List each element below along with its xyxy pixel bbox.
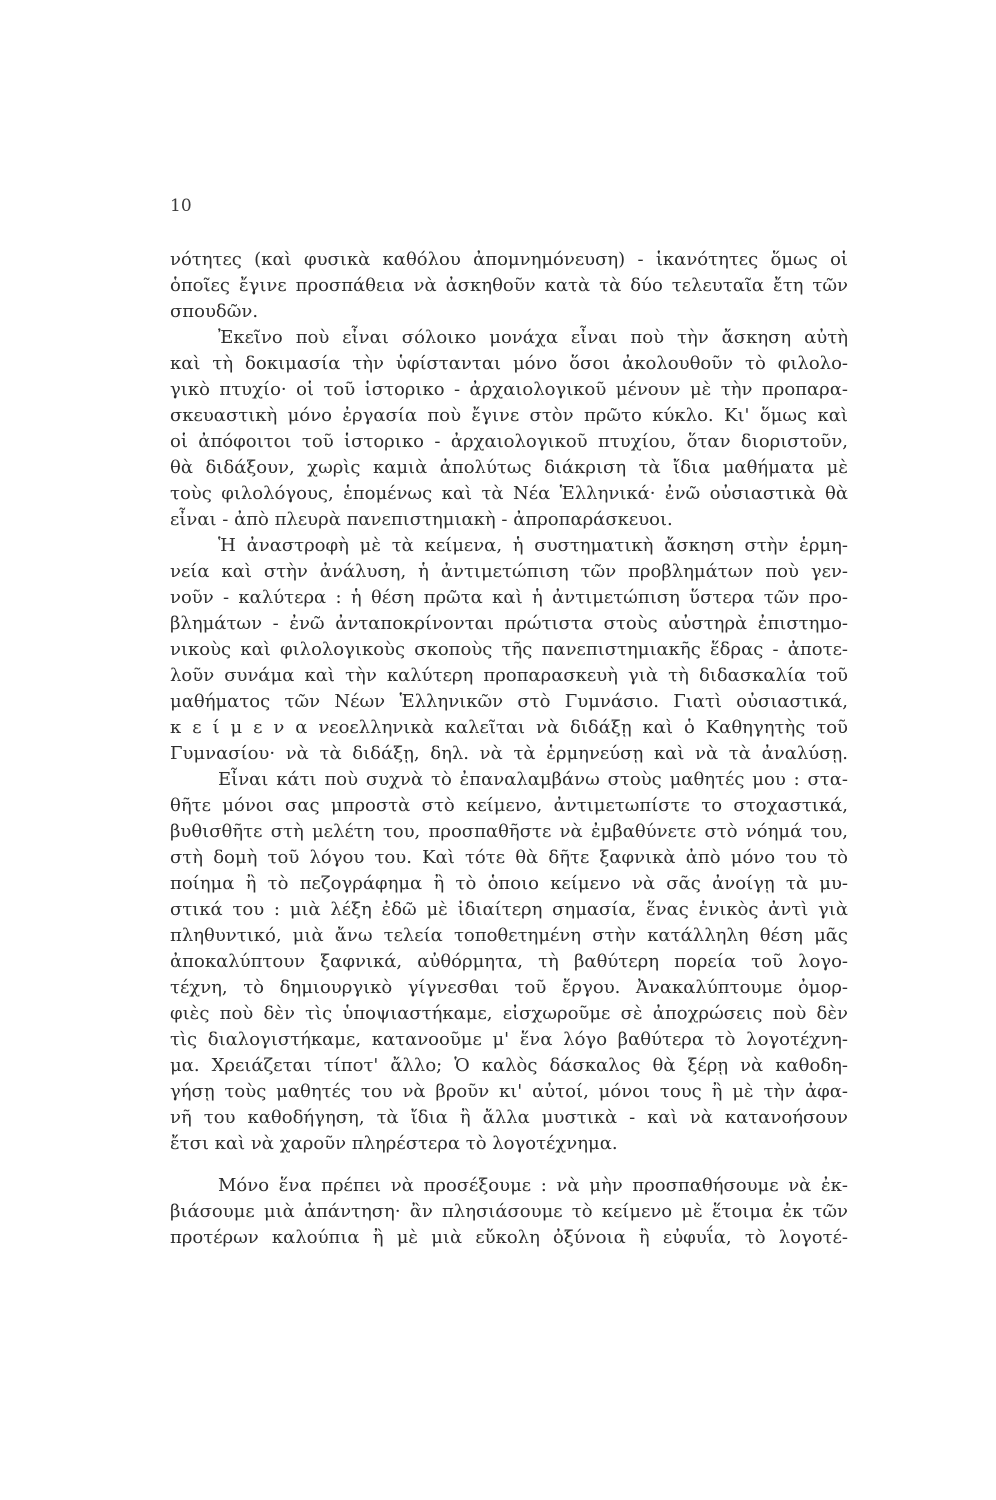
text-line: μα. Χρειάζεται τίποτ' ἄλλο; Ὁ καλὸς δάσκαλος θὰ ξέρῃ νὰ καθοδη- bbox=[170, 1055, 848, 1076]
text-line: στικά του : μιὰ λέξη ἐδῶ μὲ ἰδιαίτερη σημασία, ἕνας ἑνικὸς ἀντὶ γιὰ bbox=[170, 899, 848, 920]
text-line: ὁποῖες ἔγινε προσπάθεια νὰ ἀσκηθοῦν κατὰ τὰ δύο τελευταῖα ἔτη τῶν bbox=[170, 275, 848, 296]
text-line: λοῦν συνάμα καὶ τὴν καλύτερη προπαρασκευὴ γιὰ τὴ διδασκαλία τοῦ bbox=[170, 665, 848, 686]
text-line: γικὸ πτυχίο· οἱ τοῦ ἱστορικο - ἀρχαιολογικοῦ μένουν μὲ τὴν προπαρα- bbox=[170, 379, 848, 400]
text-line: εἶναι - ἀπὸ πλευρὰ πανεπιστημιακὴ - ἀπροπαράσκευοι. bbox=[170, 509, 673, 530]
text-line: οἱ ἀπόφοιτοι τοῦ ἱστορικο - ἀρχαιολογικοῦ πτυχίου, ὅταν διοριστοῦν, bbox=[170, 431, 848, 452]
text-line: Γυμνασίου· νὰ τὰ διδάξῃ, δηλ. νὰ τὰ ἑρμηνεύσῃ καὶ νὰ τὰ ἀναλύσῃ. bbox=[170, 743, 848, 764]
text-line: βλημάτων - ἐνῶ ἀνταποκρίνονται πρώτιστα στοὺς αὐστηρὰ ἐπιστημο- bbox=[170, 613, 848, 634]
text-line: βιάσουμε μιὰ ἀπάντηση· ἂν πλησιάσουμε τὸ κείμενο μὲ ἕτοιμα ἐκ τῶν bbox=[170, 1201, 848, 1222]
text-line: φιὲς ποὺ δὲν τὶς ὑποψιαστήκαμε, εἰσχωροῦμε σὲ ἀποχρώσεις ποὺ δὲν bbox=[170, 1003, 848, 1024]
text-line: ἀποκαλύπτουν ξαφνικά, αὐθόρμητα, τὴ βαθύτερη πορεία τοῦ λογο- bbox=[170, 951, 848, 972]
text-line: προτέρων καλούπια ἢ μὲ μιὰ εὔκολη ὀξύνοια ἢ εὐφυΐα, τὸ λογοτέ- bbox=[170, 1227, 848, 1248]
page-number: 10 bbox=[170, 196, 192, 216]
text-line: θῆτε μόνοι σας μπροστὰ στὸ κείμενο, ἀντιμετωπίστε το στοχαστικά, bbox=[170, 795, 848, 816]
text-line: μαθήματος τῶν Νέων Ἑλληνικῶν στὸ Γυμνάσιο. Γιατὶ οὐσιαστικά, bbox=[170, 691, 848, 712]
text-line: νεία καὶ στὴν ἀνάλυση, ἡ ἀντιμετώπιση τῶν προβλημάτων ποὺ γεν- bbox=[170, 561, 848, 582]
text-line: σπουδῶν. bbox=[170, 301, 259, 322]
text-line: θὰ διδάξουν, χωρὶς καμιὰ ἀπολύτως διάκριση τὰ ἴδια μαθήματα μὲ bbox=[170, 457, 848, 478]
text-line: σκευαστικὴ μόνο ἐργασία ποὺ ἔγινε στὸν πρῶτο κύκλο. Κι' ὅμως καὶ bbox=[170, 405, 848, 426]
text-line: νικοὺς καὶ φιλολογικοὺς σκοποὺς τῆς πανεπιστημιακῆς ἕδρας - ἀποτε- bbox=[170, 639, 848, 660]
text-line: τοὺς φιλολόγους, ἑπομένως καὶ τὰ Νέα Ἑλληνικά· ἐνῶ οὐσιαστικὰ θὰ bbox=[170, 483, 848, 504]
text-line: τὶς διαλογιστήκαμε, κατανοοῦμε μ' ἕνα λόγο βαθύτερα τὸ λογοτέχνη- bbox=[170, 1029, 848, 1050]
text-line: Ἐκεῖνο ποὺ εἶναι σόλοικο μονάχα εἶναι ποὺ τὴν ἄσκηση αὐτὴ bbox=[218, 327, 848, 348]
text-line: στὴ δομὴ τοῦ λόγου του. Καὶ τότε θὰ δῆτε ξαφνικὰ ἀπὸ μόνο του τὸ bbox=[170, 847, 848, 868]
text-line: ποίημα ἢ τὸ πεζογράφημα ἢ τὸ ὁποιο κείμενο νὰ σᾶς ἀνοίγῃ τὰ μυ- bbox=[170, 873, 848, 894]
text-line: κ ε ί μ ε ν α νεοελληνικὰ καλεῖται νὰ διδάξῃ καὶ ὁ Καθηγητὴς τοῦ bbox=[170, 717, 848, 738]
text-line: βυθισθῆτε στὴ μελέτη του, προσπαθῆστε νὰ ἐμβαθύνετε στὸ νόημά του, bbox=[170, 821, 848, 842]
text-line: τέχνη, τὸ δημιουργικὸ γίγνεσθαι τοῦ ἔργου. Ἀνακαλύπτουμε ὀμορ- bbox=[170, 977, 848, 998]
text-line: νότητες (καὶ φυσικὰ καθόλου ἀπομνημόνευση) - ἱκανότητες ὅμως οἱ bbox=[170, 249, 848, 270]
text-line: ἔτσι καὶ νὰ χαροῦν πληρέστερα τὸ λογοτέχνημα. bbox=[170, 1133, 618, 1154]
text-line: γήσῃ τοὺς μαθητές του νὰ βροῦν κι' αὐτοί, μόνοι τους ἢ μὲ τὴν ἀφα- bbox=[170, 1081, 848, 1102]
text-line: νῆ του καθοδήγηση, τὰ ἴδια ἢ ἄλλα μυστικὰ - καὶ νὰ κατανοήσουν bbox=[170, 1107, 848, 1128]
text-line: Ἡ ἀναστροφὴ μὲ τὰ κείμενα, ἡ συστηματικὴ ἄσκηση στὴν ἑρμη- bbox=[218, 535, 848, 556]
text-line: νοῦν - καλύτερα : ἡ θέση πρῶτα καὶ ἡ ἀντιμετώπιση ὕστερα τῶν προ- bbox=[170, 587, 848, 608]
text-line: καὶ τὴ δοκιμασία τὴν ὑφίστανται μόνο ὅσοι ἀκολουθοῦν τὸ φιλολο- bbox=[170, 353, 848, 374]
text-line: Εἶναι κάτι ποὺ συχνὰ τὸ ἐπαναλαμβάνω στοὺς μαθητές μου : στα- bbox=[218, 769, 848, 790]
text-line: πληθυντικό, μιὰ ἄνω τελεία τοποθετημένη στὴν κατάλληλη θέση μᾶς bbox=[170, 925, 848, 946]
text-line: Μόνο ἕνα πρέπει νὰ προσέξουμε : νὰ μὴν προσπαθήσουμε νὰ ἐκ- bbox=[218, 1175, 848, 1196]
